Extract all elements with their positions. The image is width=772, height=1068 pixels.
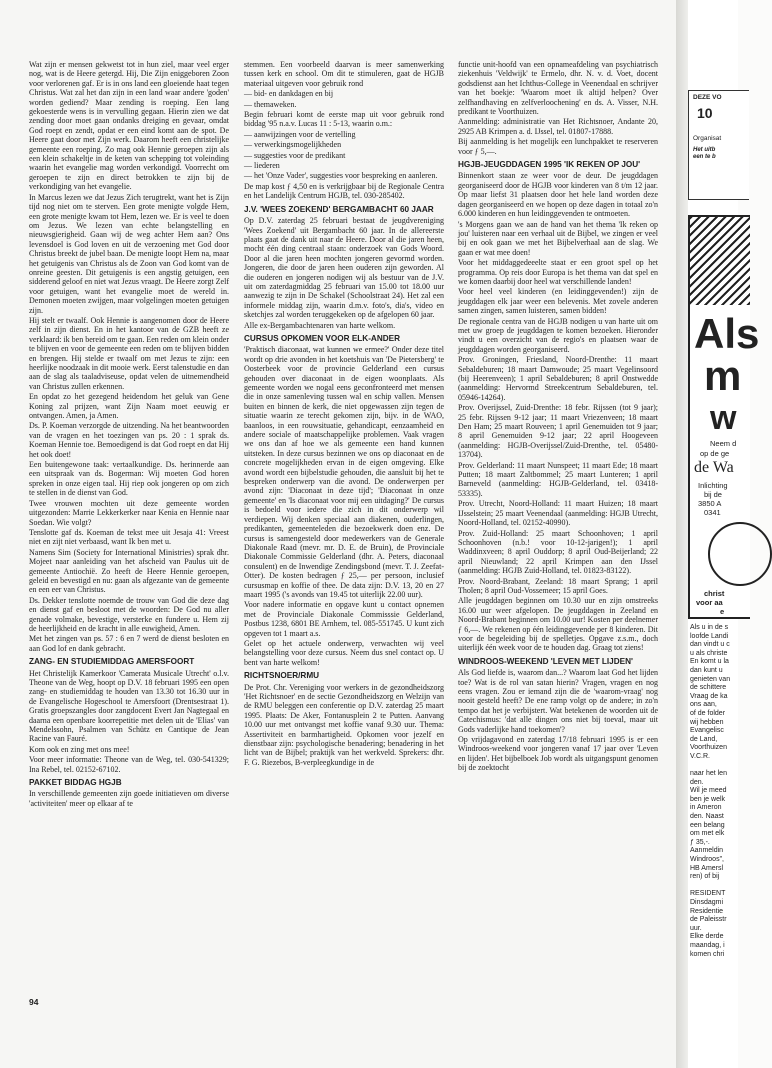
article-paragraph: Wat zijn er mensen gekwetst tot in hun ziel, maar veel erger nog, wat is de Heere getergd. Hij, Die Zijn eniggeboren Zoon voor verlorenen gaf. Er is in ons land een gloeiende haat tegen Christus. Wat zal het dan zijn in een land waar andere 'goden' worden gediend? Maar zending is roeping. Een lang gekoesterde wens is in vervulling gegaan. Hierin zien we dat zending door moet gaan ondanks dreiging en gevaar, omdat God roept en zendt, opdat er een eind komt aan de spot. De Heere gaat door met Zijn werk. Daarom heeft een christelijke gemeente een roeping. Zo mag ook Hennie geroepen zijn als een klein schakeltje in de keten van schepping tot voleinding waarin het evangelie mag worden verkondigd. Voorrecht om geroepen te zijn en direct betrokken te zijn bij de verkondiging van het evangelie. <box>29 60 229 192</box>
article-paragraph: Aanmelding: administratie van Het Richtsnoer, Andante 20, 2925 AB Krimpen a. d. IJssel, tel. 01807-17888. <box>458 117 658 136</box>
article-paragraph: Hij stelt er twaalf. Ook Hennie is aangenomen door de Heere zelf in zijn dienst. En in het kantoor van de GZB heeft ze verklaard: ik ben bereid om te gaan. Een reden om klein onder te blijven en voor de gemeente een reden om te blijven bidden en brengen. Hij stelde er twaalf om met Jezus te zijn: een heerlijke noodzaak in dit mooie werk. Eerst talenstudie en dan aan de slag als taaladviseuse, opdat velen de uitnemendheid van Christus zullen erkennen. <box>29 315 229 391</box>
neighbor-text-line: ons aan, <box>690 701 717 709</box>
neighbor-text-line: de schittere <box>690 684 727 692</box>
neighbor-text-line: de Land, <box>690 735 718 743</box>
ad-bottom-1: christ <box>704 589 725 598</box>
article-paragraph: 'Praktisch diaconaat, wat kunnen we ermee?' Onder deze titel wordt op drie avonden in het koetshuis van 'De Pietersberg' te Oosterbeek voor de provincie Gelderland een cursus gehouden over diaconaat in de eigen woonplaats. Als gemeente worden we nogal eens geconfronteerd met mensen die in onze samenleving tussen wal en schip vallen. Mensen buiten en binnen de kerk, die niet opgewassen zijn tegen de situatie waarin ze terecht gekomen zijn, bijv. in de WAO, baanloos, in een rouwsituatie, gehandicapt, eenzaamheid en andere sociale of maatschappelijke problemen. Vaak vragen we ons dan af hoe we als gemeente een hand kunnen uitsteken. In deze cursus bezinnen we ons op diaconaat en de concrete mogelijkheden ervan in de eigen omgeving. Elke avond wordt een bijbelstudie gehouden, die aansluit bij het te bespreken onderwerp van die avond. De onderwerpen per avond zijn: 'Diaconaat in deze tijd'; 'Diaconaat in onze gemeente' en 'Is diaconaat voor mij een uitdaging?' De cursus is bedoeld voor iedere die zich in dit onderwerp wil verdiepen. Wij denken speciaal aan diakenen, ouderlingen, predikanten, gemeenteleden die bezoekwerk doen enz. De cursus is samengesteld door medewerkers van de Generale Diakonale Raad (mevr. mr. D. E. de Bruin), de Provinciale Diakonale Commissie Gelderland (dhr. A. Peters, diaconaal consulent) en de Inwendige Zendingsbond (mevr. T. J. Zeefat-Otter). De kosten bedragen ƒ 25,— per persoon, inclusief cursusmap en koffie of thee. De data zijn: D.V. 13, 20 en 27 maart 1995 ('s avonds van 19.45 tot uiterlijk 22.00 uur). <box>244 345 444 599</box>
neighbor-text-line: uur. <box>690 924 702 932</box>
neighbor-text-line: V.C.R. <box>690 752 710 760</box>
article-paragraph: Ds. Dekker tenslotte noemde de trouw van God die deze dag en dienst gaf en besloot met de woorden: De God nu aller genade volmake, bevestige, versterke en fundere u. Hem zij de heerlijkheid en de kracht in alle euwigheid, Amen. <box>29 595 229 633</box>
article-paragraph: Met het zingen van ps. 57 : 6 en 7 werd de dienst besloten en aan God lof en dank gebracht. <box>29 634 229 653</box>
article-paragraph: Prov. Utrecht, Noord-Holland: 11 maart Huizen; 18 maart IJsselstein; 25 maart Veenendaal (aanmelding: HGJB Utrecht, Noord-Holland, tel. 02152-40990). <box>458 499 658 528</box>
neighbor-text-line: den. Naast <box>690 813 724 821</box>
article-paragraph: Alle jeugddagen beginnen om 10.30 uur en zijn omstreeks 16.00 uur weer afgelopen. De jeugddagen in Zeeland en Noord-Brabant beginnen om 10.00 uur! Kosten per deelnemer ƒ 6,—. We rekenen op één leidinggevende per 8 kinderen. Dit voor de begeleiding bij de spelletjes. Opgave z.s.m., doch uiterlijk één week voor de te houden dag. Graag tot ziens! <box>458 596 658 653</box>
text-column-3 <box>458 60 658 1004</box>
article-paragraph: — aanwijzingen voor de vertelling <box>244 129 356 139</box>
article-paragraph: — het 'Onze Vader', suggesties voor bespreking en aanleren. <box>244 171 438 181</box>
neighbor-text-line: En komt u la <box>690 658 729 666</box>
article-paragraph: Voor het middaggedeeelte staat er een groot spel op het programma. Op reis door Europa is het thema van dat spel en we komen daarbij door heel wat verschillende landen! <box>458 258 658 286</box>
advertisement <box>688 215 760 619</box>
article-paragraph: Binnenkort staan ze weer voor de deur. De jeugddagen georganiseerd door de HGJB voor kinderen van 8 t/m 12 jaar. Op maar liefst 31 plaatsen door het hele land worden deze dagen georganiseerd en we hopen op deze dagen in totaal zo'n 6.000 kinderen en hun leidinggevenden te ontmoeten. <box>458 171 658 219</box>
article-paragraph: En opdat zo het gezegend heidendom het geluk van Gene Koning zal prijzen, want Zijn Naam moet eeuwig er ontvangen. Amen, ja Amen. <box>29 392 229 421</box>
neighbor-text-line: in Ameron <box>690 804 722 812</box>
neighbor-text-line: dan vindt u c <box>690 641 730 649</box>
event-box-org: Organisat <box>693 135 722 142</box>
neighbor-text-line: Voorthuizen <box>690 744 727 752</box>
neighbor-text-line: Evangelisc <box>690 727 724 735</box>
neighbor-text-line: Vraag de ka <box>690 692 728 700</box>
article-paragraph: Ds. P. Koeman verzorgde de uitzending. Na het beantwoorden van de vragen en het toezingen van ps. 20 : 1 sprak ds. Koeman Hennie toe. Bemoedigend is dat God roept en dat Hij het ook doet! <box>29 421 229 459</box>
neighbor-text-line: u als christe <box>690 649 728 657</box>
article-paragraph: De Prot. Chr. Vereniging voor werkers in de gezondheidszorg 'Het Richtsnoer' en de sectie Gezondheidszorg en Welzijn van de RMU beleggen een conferentie op D.V. zaterdag 25 maart 1995. Plaats: De Aker, Fontanusplein 2 te Putten. Aanvang 10.00 uur met ontvangst met koffie vanaf 9.30 uur. Thema: Assertiviteit en barmhartigheid. Opkomen voor jezelf en dienstbaar zijn: psychologische benadering; benadering in het licht van de Bijbel; praktijk van het werkveld. Sprekers: dhr. F. G. Riezebos, B-verpleegkundige in de <box>244 682 444 767</box>
ad-headline-3: w <box>710 399 737 437</box>
neighbor-text-line: Wil je meed <box>690 787 727 795</box>
event-box <box>688 90 749 200</box>
article-paragraph: Twee vrouwen mochten uit deze gemeente worden uitgezonden: Marrie Lekkerkerker naar Kenia en Hennie naar Soedan. Wie volgt? <box>29 498 229 527</box>
event-box-italic-line: een te b <box>693 154 716 160</box>
article-paragraph: Op D.V. zaterdag 25 februari bestaat de jeugdvereniging 'Wees Zoekend' uit Bergambacht 60 jaar. In de allereerste plaats gaat de dank uit naar de Heere. Door al die jaren heen, mocht één ding centraal staan: onderzoek van Gods Woord. Door al die jaren heen mochten jongeren gevormd worden. Jongeren, die door de jaren heen ouderen zijn geworden. Al die ouderen en jongeren nodigen wij als bestuur van de J.V. uit om zaterdagmiddag 25 februari van 15.00 tot 18.00 uur aanwezig te zijn in De Schakel (Schoolstraat 24). Het zal een informele middag zijn, waarin d.m.v. foto's, dia's, video en sketchjes zal worden teruggekeken op de afgelopen 60 jaar. <box>244 216 444 320</box>
ad-brand: de Wa <box>694 459 734 476</box>
article-paragraph: Het Christelijk Kamerkoor 'Camerata Musicale Utrecht' o.l.v. Theone van de Weg, hoopt op D.V. 18 februari 1995 een open zang- en studiemiddag te houden van 13.30 tot 16.30 uur in de Evangelische Hogeschool te Amersfoort (Drentsestraat 1). Gratis groepszangles door zangdocent Evert Jan Nagtegaal en daarna een openbare koorrepetitie met delen uit de 'Elias' van Mendelssohn, Psalmen van Schütz en Cantique de Jean Racine van Fauré. <box>29 668 229 744</box>
ad-bottom-2: voor aa <box>696 598 723 607</box>
article-paragraph: Prov. Groningen, Friesland, Noord-Drenthe: 11 maart Sebaldeburen; 18 maart Damwoude; 25 maart Vegelinsoord (bij Heerenveen); 1 april Sebaldeburen; 8 april Onstwedde (aanmelding: Hervormd Streekcentrum Sebaldeburen, tel. 05946-14264). <box>458 355 658 402</box>
article-paragraph: — verwerkingsmogelijkheden <box>244 140 342 150</box>
ad-bottom-3: e <box>720 607 725 616</box>
neighbor-text-line: dan kunt u <box>690 666 723 674</box>
neighbor-text-line: wij hebben <box>690 718 724 726</box>
article-paragraph: Op vrijdagavond en zaterdag 17/18 februari 1995 is er een Windroos-weekend voor jongeren vanaf 17 jaar over 'Leven en lijden'. Het bijbelboek Job wordt als uitgangspunt genomen bij de zoektocht <box>458 735 658 773</box>
article-paragraph: — liederen <box>244 161 280 171</box>
article-paragraph: Tenslotte gaf ds. Koeman de tekst mee uit Jesaja 41: Vreest niet en zijt niet verbaasd, want Ik ben met u. <box>29 527 229 547</box>
neighbor-text-lines <box>690 624 730 959</box>
ad-logo-ring <box>708 522 772 586</box>
neighbor-text-line: ƒ 35,-. <box>690 838 710 846</box>
article-heading: J.V. 'WEES ZOEKEND' BERGAMBACHT 60 JAAR <box>244 204 434 214</box>
neighbor-text-line <box>690 882 730 891</box>
neighbor-text-line: RESIDENT <box>690 890 726 898</box>
article-paragraph: In Marcus lezen we dat Jezus Zich terugtrekt, want het is Zijn tijd nog niet om te sterven. Een grote menigte volgde Hem, een grote menigte kwam tot Hem, lezen we. Er is veel te doen om Jezus. We lezen van echte belangstelling en nieuwsgierigheid. Gaan wij de weg achter Hem aan? Ons levensdoel is God loven en uit de verzoening met God door Christus breekt de jubel baan. De menigte loopt Hem na, maar het getuigenis van Christus als de Zoon van God komt van de onreine geesten. Dit getuigenis is een angstig getuigen, een sidderend geloof en niet wat Jezus vraagt. De Heere zorgt Zelf voor getuigen, want het evangelie moet de wereld in. Demonen moeten zwijgen, maar volgelingen moeten getuigen zijn. <box>29 192 229 315</box>
neighbor-text-line: komen chri <box>690 950 725 958</box>
event-box-number: 10 <box>697 105 713 121</box>
neighbor-text-line: Aanmeldin <box>690 847 724 855</box>
article-paragraph: Een buitengewone taak: vertaalkundige. Ds. herinnerde aan een uitspraak van ds. Bogerman: Wij moeten God horen spreken in onze eigen taal. Hij riep ook jongeren op om zich te stellen in de dienst van God. <box>29 460 229 498</box>
neighbor-text-line: loofde Landi <box>690 632 729 640</box>
article-paragraph: Voor meer informatie: Theone van de Weg, tel. 030-541329; Ina Rebel, tel. 02152-67102. <box>29 755 229 774</box>
neighbor-text-line: Als u in de s <box>690 624 729 631</box>
article-paragraph: In verschillende gemeenten zijn goede initiatieven om diverse 'activiteiten' meer op elkaar af te <box>29 789 229 808</box>
text-column-2 <box>244 60 444 1004</box>
neighbor-text-line: naar het len <box>690 770 727 778</box>
article-paragraph: Prov. Zuid-Holland: 25 maart Schoonhoven; 1 april Schoonhoven (n.b.! voor 10-12-jarigen!); 1 april Waddinxveen; 8 april Ouddorp; 8 april Oud-Beijerland; 22 april Nieuwland; 22 april Krimpen aan den IJssel (aanmelding: HGJB Zuid-Holland, tel. 01823-83122). <box>458 528 658 576</box>
text-column-1 <box>29 60 229 1004</box>
ad-stripe-pattern <box>690 217 750 305</box>
neighbor-text-line: Dinsdagmi <box>690 899 724 906</box>
article-paragraph: 's Morgens gaan we aan de hand van het thema 'Ik reken op jou' luisteren naar een verhaal uit de Bijbel, we zingen er veel bij en ook gaan we met het Bijbelverhaal aan de slag. We gaan er wat mee doen! <box>458 219 658 257</box>
neighbor-text-line: genieten van <box>690 675 731 683</box>
ad-subtext-2: op de ge <box>700 449 730 458</box>
article-heading: WINDROOS-WEEKEND 'LEVEN MET LIJDEN' <box>458 656 633 666</box>
ad-info-1: Inlichting <box>698 481 728 490</box>
article-paragraph: Prov. Noord-Brabant, Zeeland: 18 maart Sprang; 1 april Tholen; 8 april Oud-Vossemeer; 15 april Goes. <box>458 576 658 595</box>
article-paragraph: Voor heel veel kinderen (en leidinggevenden!) zijn de jeugddagen elk jaar weer een belevenis. Met zovele anderen samen zingen, samen luisteren, samen bidden! <box>458 287 658 316</box>
article-paragraph: Als God liefde is, waarom dan...? Waarom laat God het lijden toe? Wat is de rol van satan hierin? Vragen, vragen en nog eens vragen. Zou er iemand zijn die de 'waarom-vraag' nog nooit gesteld heeft? De ene ramp volgt op de andere; in zo'n tempo dat het je verbijstert. Wat betekenen de woorden uit de Catechismus: 'dat alle dingen ons niet bij toeval, maar uit Gods vaderlijke hand toekomen'? <box>458 668 658 734</box>
article-heading: CURSUS OPKOMEN VOOR ELK-ANDER <box>244 333 401 343</box>
neighbor-text-line: de Paleisstr <box>690 916 727 924</box>
neighbor-text-line: of de folder <box>690 709 726 717</box>
neighbor-text-line: om met elk <box>690 830 725 838</box>
neighbor-text-line: Windroos", <box>690 856 724 864</box>
neighbor-text-line: een belang <box>690 821 725 829</box>
article-paragraph: — themaweken. <box>244 99 297 109</box>
neighbor-page-strip <box>688 0 760 1068</box>
neighbor-text-line <box>690 762 730 771</box>
article-paragraph: Kom ook en zing met ons mee! <box>29 744 130 754</box>
article-heading: PAKKET BIDDAG HGJB <box>29 778 122 788</box>
neighbor-text-line: Elke derde <box>690 933 724 941</box>
article-heading: RICHTSNOER/RMU <box>244 671 320 681</box>
page-number: 94 <box>29 997 39 1007</box>
article-paragraph: Voor nadere informatie en opgave kunt u contact opnemen met de Provinciale Diakonale Commisssie Gelderland, Postbus 1238, 6801 BE Arnhem, tel. 085-551745. U kunt zich opgeven tot 1 maart a.s. <box>244 600 444 638</box>
article-paragraph: functie unit-hoofd van een opnameafdeling van psychiatrisch ziekenhuis 'Veldwijk' te Ermelo, dhr. N. v. d. Voet, docent godsdienst aan het Ichthus-College in Veenendaal en schrijver van het boekje: 'Waarom moet ik altijd helpen? Over zelfhandhaving en zelfverloochening' en ds. A. Visser, N.H. predikant te Voorthuizen. <box>458 60 658 117</box>
article-paragraph: Namens Sim (Society for International Ministries) sprak dhr. Mojeet naar aanleiding van het afscheid van Paulus uit de gemeente Antiochië. Zo heeft de Heere Hennie geroepen, geleid en bevestigd en nu: gaan als afgezante van de gemeente en een eer van Christus. <box>29 547 229 595</box>
neighbor-text-line: den. <box>690 778 704 786</box>
ad-info-2: bij de <box>704 490 722 499</box>
article-paragraph: Prov. Overijssel, Zuid-Drenthe: 18 febr. Rijssen (tot 9 jaar); 25 febr. Rijssen 9-12 jaar; 11 maart Vriezenveen; 18 maart Den Ham; 25 maart Rouveen; 1 april Genemuiden tot 9 jaar; 8 april Genemuiden 9-12 jaar; 22 april Hoogeveen (aanmelding: HGJB-Overijssel/Zuid-Drenthe, tel. 05480-13704). <box>458 403 658 460</box>
event-box-italic-line: Het uitb <box>693 147 716 153</box>
neighbor-text-line: ren) of bij <box>690 873 720 881</box>
article-paragraph: Prov. Gelderland: 11 maart Nunspeet; 11 maart Ede; 18 maart Putten; 18 maart Zaltbommel; 25 maart Lunteren; 1 april Barneveld (aanmelding: HGJB-Gelderland, tel. 03418-53335). <box>458 460 658 498</box>
article-paragraph: — suggesties voor de predikant <box>244 150 346 160</box>
neighbor-text-line: ben je welk <box>690 795 726 803</box>
article-paragraph: Alle ex-Bergambachtenaren van harte welkom. <box>244 320 396 330</box>
article-paragraph: — bid- en dankdagen en bij <box>244 89 334 99</box>
article-paragraph: Begin februari komt de eerste map uit voor gebruik rond biddag '95 n.a.v. Lucas 11 : 5-13, waarin o.m.: <box>244 110 444 129</box>
ad-info-4: 0341 <box>704 508 721 517</box>
ad-subtext-1: Neem d <box>710 439 737 448</box>
neighbor-text-line: Residentie <box>690 907 724 915</box>
article-paragraph: De regionale centra van de HGJB nodigen u van harte uit om met uw groep de jeugddagen te komen bezoeken. Hieronder vindt u een overzicht van de regio's en plaatsen waar de jeugddagen worden georganiseerd. <box>458 316 658 354</box>
article-paragraph: stemmen. Een voorbeeld daarvan is meer samenwerking tussen kerk en school. Om dit te stimuleren, gaat de HGJB materiaal uitgeven voor gebruik rond <box>244 60 444 88</box>
ad-headline-1: Als <box>694 310 760 357</box>
article-heading: HGJB-JEUGDDAGEN 1995 'IK REKEN OP JOU' <box>458 160 641 170</box>
article-paragraph: De map kost ƒ 4,50 en is verkrijgbaar bij de Regionale Centra en het Landelijk Centrum HGJB, tel. 030-285402. <box>244 181 444 201</box>
ad-headline-2: m <box>704 352 742 399</box>
neighbor-text-line: maandag, i <box>690 941 725 949</box>
ad-info-3: 3850 A <box>698 499 722 508</box>
page-gutter <box>676 0 688 1068</box>
article-paragraph: Gelet op het actuele onderwerp, verwachten wij veel belangstelling voor deze cursus. Neem dus snel contact op. U bent van harte welkom! <box>244 638 444 667</box>
event-box-label: DEZE VO <box>693 94 722 101</box>
article-paragraph: Bij aanmelding is het mogelijk een lunchpakket te reserveren voor ƒ 5,—. <box>458 137 658 156</box>
event-box-italic <box>693 147 716 161</box>
article-heading: ZANG- EN STUDIEMIDDAG AMERSFOORT <box>29 657 195 667</box>
neighbor-text-line: HB Amersl <box>690 864 724 872</box>
